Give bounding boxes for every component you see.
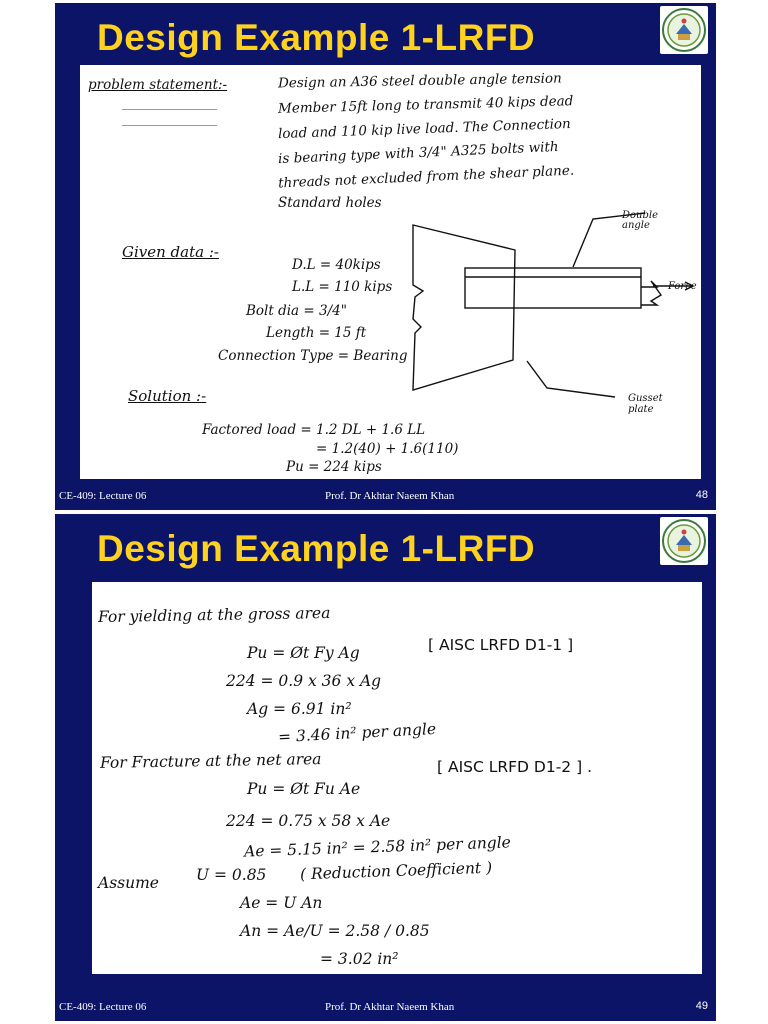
university-seal-icon	[660, 6, 708, 54]
problem-line: load and 110 kip live load. The Connection	[277, 115, 571, 143]
leader-line	[527, 361, 615, 397]
force-label: Force	[668, 281, 697, 292]
divider	[122, 109, 217, 110]
slide-49	[55, 514, 716, 1021]
problem-line: is bearing type with 3/4" A325 bolts with	[277, 138, 559, 168]
problem-statement-label: problem statement:-	[88, 77, 228, 93]
problem-line: threads not excluded from the shear plane.	[277, 162, 575, 192]
calc-line: Pu = Øt Fy Ag	[247, 644, 360, 662]
slide-48	[55, 3, 716, 510]
calc-line: 224 = 0.75 x 58 x Ae	[226, 812, 391, 830]
calc-line: For yielding at the gross area	[97, 603, 331, 627]
given-line: Bolt dia = 3/4"	[246, 303, 347, 319]
given-line: Connection Type = Bearing	[218, 348, 408, 364]
calc-line: Pu = Øt Fu Ae	[247, 780, 361, 798]
course-label: CE-409: Lecture 06	[59, 1001, 147, 1013]
calc-line: 224 = 0.9 x 36 x Ag	[226, 672, 382, 690]
calc-line: An = Ae/U = 2.58 / 0.85	[240, 922, 430, 940]
gusset-plate-label: Gusset plate	[628, 393, 663, 415]
calc-line: Ae = 5.15 in² = 2.58 in² per angle	[243, 833, 512, 861]
calc-line: = 3.46 in² per angle	[277, 719, 437, 747]
reference-note: [ AISC LRFD D1-2 ] .	[437, 758, 592, 776]
course-label: CE-409: Lecture 06	[59, 490, 147, 502]
double-angle-label: Double angle	[622, 210, 658, 231]
problem-line: Standard holes	[278, 195, 382, 211]
page-number: 49	[695, 1000, 708, 1012]
university-seal-icon	[660, 517, 708, 565]
calc-line: = 3.02 in²	[320, 950, 399, 968]
force-arrow	[641, 281, 661, 305]
problem-line: Design an A36 steel double angle tension	[277, 70, 562, 92]
calc-line: U = 0.85	[196, 866, 267, 884]
given-data-label: Given data :-	[122, 243, 219, 261]
problem-line: Member 15ft long to transmit 40 kips dead	[277, 93, 574, 117]
slide-footer	[55, 995, 716, 1021]
calc-line: ( Reduction Coefficient )	[299, 858, 493, 884]
given-line: D.L = 40kips	[292, 257, 381, 273]
slide-title: Design Example 1-LRFD	[97, 17, 536, 58]
given-line: L.L = 110 kips	[292, 279, 393, 295]
connection-diagram	[395, 205, 700, 405]
double-angle-shape	[465, 268, 641, 308]
solution-line: Pu = 224 kips	[286, 459, 382, 475]
slide-footer	[55, 484, 716, 510]
author-label: Prof. Dr Akhtar Naeem Khan	[325, 1001, 455, 1013]
solution-label: Solution :-	[128, 387, 207, 405]
handwritten-notes	[80, 65, 701, 479]
calc-line: Ae = U An	[240, 894, 323, 912]
handwritten-notes	[92, 582, 702, 974]
divider	[122, 125, 217, 126]
calc-line: For Fracture at the net area	[99, 750, 322, 772]
author-label: Prof. Dr Akhtar Naeem Khan	[325, 490, 455, 502]
given-line: Length = 15 ft	[266, 325, 367, 341]
calc-line: Ag = 6.91 in²	[247, 700, 352, 718]
solution-line: = 1.2(40) + 1.6(110)	[316, 441, 459, 457]
calc-line: Assume	[98, 874, 159, 892]
slide-title: Design Example 1-LRFD	[97, 528, 536, 569]
page-number: 48	[695, 489, 708, 501]
solution-line: Factored load = 1.2 DL + 1.6 LL	[202, 422, 426, 438]
reference-note: [ AISC LRFD D1-1 ]	[428, 636, 574, 654]
